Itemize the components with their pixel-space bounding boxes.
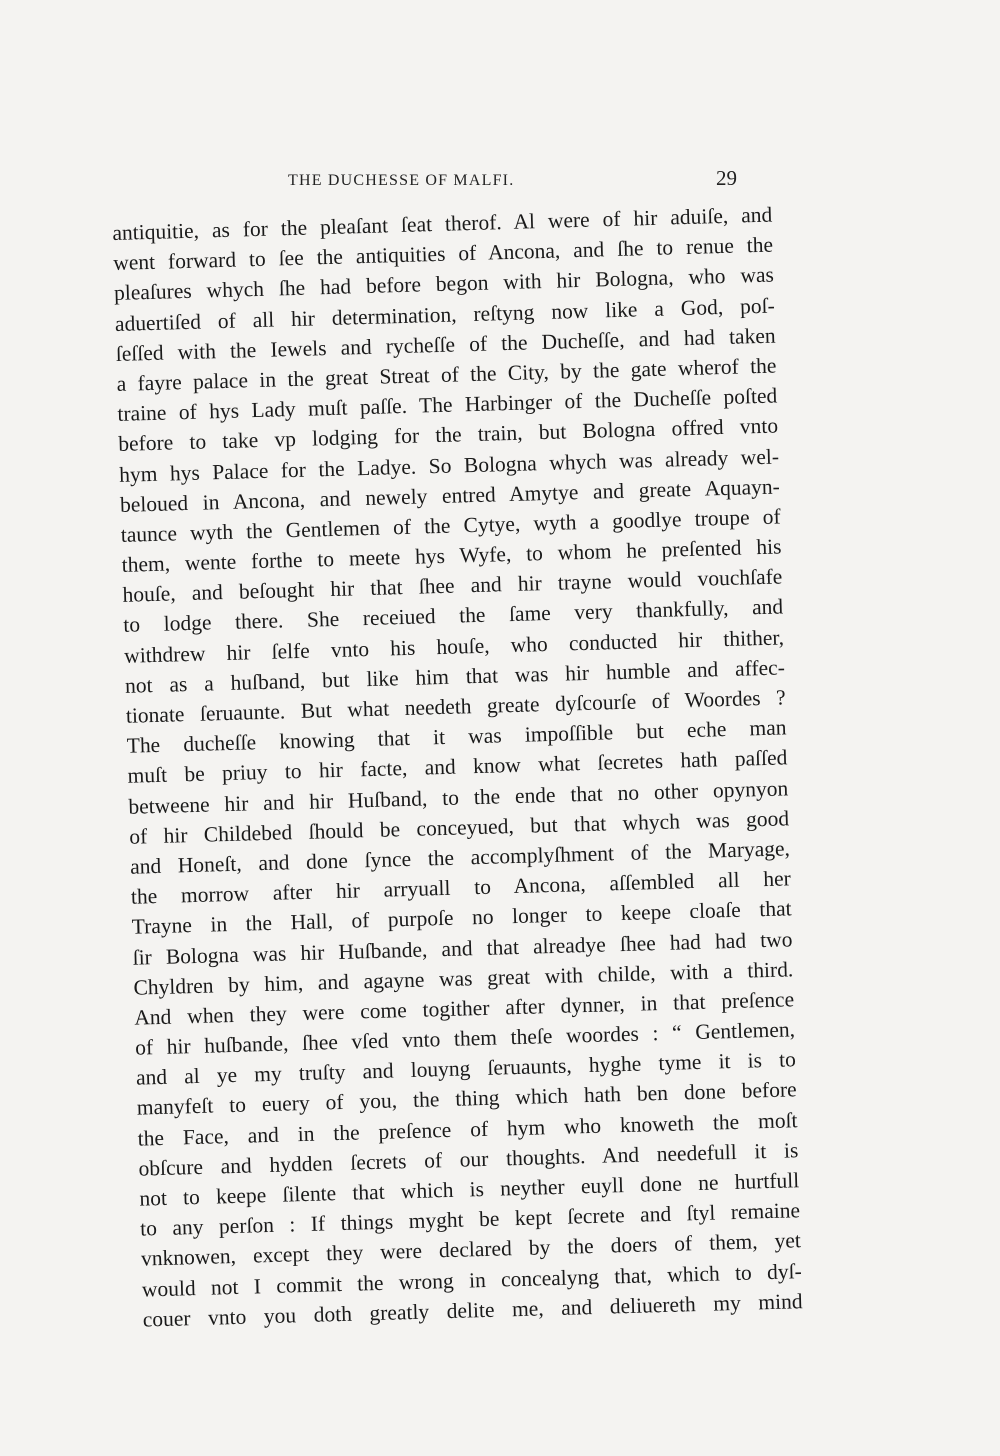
text-line: muſt be priuy to hir facte, and know what ſecretes hath paſſed bbox=[127, 745, 788, 789]
page-number: 29 bbox=[716, 166, 737, 190]
text-line: hym hys Palace for the Ladye. So Bologna whych was already wel- bbox=[118, 443, 780, 487]
text-line: And when they were come togither after dynner, in that preſence bbox=[133, 987, 795, 1030]
text-line: not as a huſband, but like him that was hir humble and affec- bbox=[124, 655, 786, 698]
text-line: Trayne in the Hall, of purpoſe no longer to keepe cloaſe that bbox=[131, 896, 792, 940]
text-line: pleaſures whych ſhe had before begon with hir Bologna, who was bbox=[113, 262, 775, 306]
text-line: betweene hir and hir Huſband, to the ende that no other opynyon bbox=[128, 775, 789, 819]
text-line: a fayre palace in the great Streat of the City, by the gate wherof the bbox=[116, 353, 777, 396]
text-line: and Honeſt, and done ſynce the accomplyſhment of the Maryage, bbox=[129, 836, 791, 879]
text-line: Chyldren by him, and agayne was great with childe, with a third. bbox=[133, 956, 794, 1000]
text-line: tionate ſeruaunte. But what needeth greate dyſcourſe of Woordes ? bbox=[125, 685, 786, 728]
text-line: to any perſon : If things myght be kept ſecrete and ſtyl remaine bbox=[139, 1198, 801, 1241]
body-text bbox=[112, 200, 803, 1335]
text-line: of hir Childebed ſhould be conceyued, but that whych was good bbox=[128, 806, 790, 849]
text-line: vnknowen, except they were declared by the doers of them, yet bbox=[140, 1228, 802, 1271]
text-line: the morrow after hir arryuall to Ancona, aſſembled all her bbox=[130, 866, 792, 909]
text-line: antiquitie, as for the pleaſant ſeat therof. Al were of hir aduiſe, and bbox=[112, 202, 773, 245]
text-line: ſir Bologna was hir Huſbande, and that alreadye ſhee had had two bbox=[132, 926, 793, 970]
text-line: went forward to ſee the antiquities of Ancona, and ſhe to renue the bbox=[112, 232, 774, 276]
text-line: obſcure and hydden ſecrets of our thoughts. And needefull it is bbox=[138, 1138, 799, 1181]
text-line: ſeſſed with the Iewels and rycheſſe of the Ducheſſe, and had taken bbox=[115, 323, 776, 366]
text-line: would not I commit the wrong in concealyng that, which to dyſ- bbox=[141, 1258, 802, 1302]
text-line: not to keepe ſilente that which is neyther euyll done ne hurtfull bbox=[139, 1168, 800, 1211]
text-line: couer vnto you doth greatly delite me, and deliuereth my mind bbox=[142, 1288, 803, 1332]
text-line: taunce wyth the Gentlemen of the Cytye, wyth a goodlye troupe of bbox=[120, 504, 781, 547]
text-line: to lodge there. She receiued the ſame very thankfully, and bbox=[123, 594, 784, 638]
running-head: THE DUCHESSE OF MALFI. bbox=[288, 172, 515, 189]
text-line: traine of hys Lady muſt paſſe. The Harbinger of the Ducheſſe poſted bbox=[117, 383, 778, 427]
text-line: them, wente forthe to meete hys Wyfe, to whom he preſented his bbox=[121, 534, 782, 577]
text-line: aduertiſed of all hir determination, reſtyng now like a God, poſ- bbox=[114, 293, 776, 336]
text-line: the Face, and in the preſence of hym who knoweth the moſt bbox=[137, 1107, 798, 1151]
text-line: manyfeſt to euery of you, the thing which hath ben done before bbox=[136, 1077, 797, 1121]
text-line: before to take vp lodging for the train, but Bologna offred vnto bbox=[117, 413, 779, 457]
text-line: beloued in Ancona, and newely entred Amytye and greate Aquayn- bbox=[119, 474, 781, 517]
text-line: The ducheſſe knowing that it was impoſſible but eche man bbox=[126, 715, 787, 758]
text-line: withdrew hir ſelfe vnto his houſe, who conducted hir thither, bbox=[123, 625, 785, 668]
text-line: of hir huſbande, ſhee vſed vnto them theſe woordes : “ Gentlemen, bbox=[134, 1017, 796, 1060]
text-line: houſe, and beſought hir that ſhee and hir trayne would vouchſafe bbox=[122, 564, 783, 608]
text-line: and al ye my truſty and louyng ſeruaunts, hyghe tyme it is to bbox=[135, 1047, 797, 1090]
